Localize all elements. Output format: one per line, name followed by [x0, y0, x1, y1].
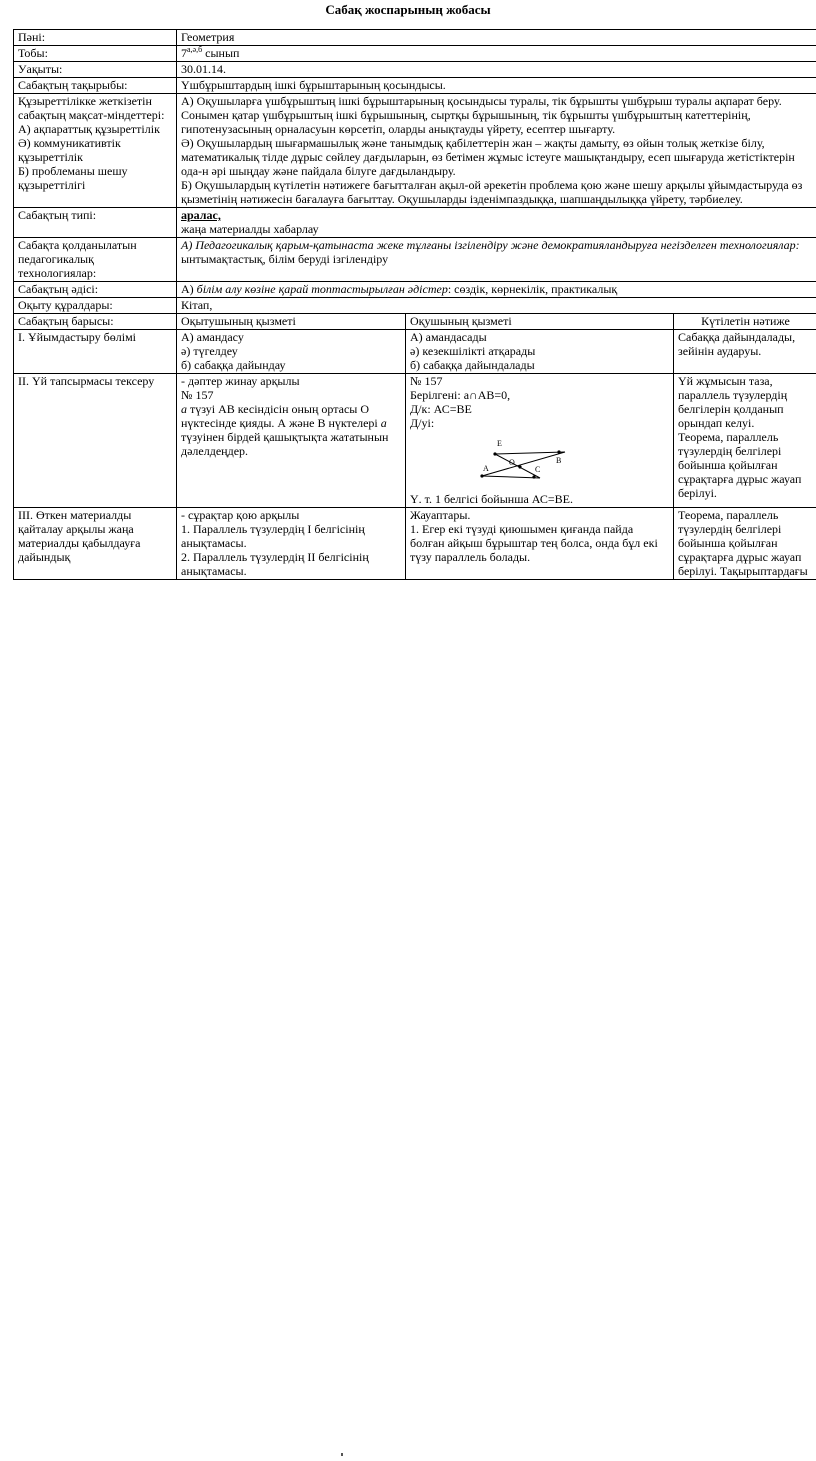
- course-header-result: Күтілетін нәтиже: [674, 314, 816, 330]
- row-grade: [14, 46, 816, 62]
- row-course-header: [14, 314, 816, 330]
- goals-label: [14, 94, 177, 208]
- date-label: Уақыты:: [14, 62, 177, 78]
- line-AC: [482, 476, 540, 478]
- goals-label-b: Б) проблеманы шешу құзыреттілігі: [18, 164, 128, 192]
- course-header-stage: Сабақтың барысы:: [14, 314, 177, 330]
- type-main: аралас,: [181, 208, 221, 222]
- type-label: Сабақтың типі:: [14, 208, 177, 238]
- page-marker: [341, 1453, 343, 1456]
- point-O: [518, 465, 521, 468]
- stage-3-student: [406, 508, 674, 580]
- subject-value: Геометрия: [177, 30, 816, 46]
- row-tools: [14, 298, 816, 314]
- stage-3-teacher: [177, 508, 406, 580]
- stage-2-task: [181, 402, 402, 458]
- stage-1-student-line: б) сабаққа дайындалады: [410, 358, 535, 372]
- stage-2-student-note: Ү. т. 1 белгісі бойынша АС=ВЕ.: [410, 492, 573, 506]
- type-value: [177, 208, 816, 238]
- stage-3-result: Теорема, параллель түзулердің белгілері бойынша қойылған сұрақтарға дұрыс жауап берілуі. Тақырыптардағы: [674, 508, 816, 580]
- stage-2-result-line: Үй жұмысын таза, параллель түзулердің белгілерін қолданып орындап келуі.: [678, 374, 788, 430]
- stage-1-teacher: [177, 330, 406, 374]
- grade-letters: а,ә,б: [187, 45, 203, 54]
- date-value: 30.01.14.: [177, 62, 816, 78]
- method-italic: білім алу көзіне қарай топтастырылған әдістер: [196, 282, 448, 296]
- stage-2-teacher-line: № 157: [181, 388, 214, 402]
- stage-1-teacher-line: ә) түгелдеу: [181, 344, 238, 358]
- goals-label-title: Құзыреттілікке жеткізетін сабақтың мақсат-міндеттері:: [18, 94, 165, 122]
- task-line-a: а: [181, 402, 187, 416]
- grade-number: 7: [181, 46, 187, 60]
- tech-rest: ынтымақтастық, білім беруді ізгілендіру: [181, 252, 389, 266]
- point-B: [557, 450, 560, 453]
- stage-1-student: [406, 330, 674, 374]
- stage-3-teacher-line: 2. Параллель түзулердің ІІ белгісінің анықтамасы.: [181, 550, 369, 578]
- label-C: С: [535, 465, 541, 474]
- stage-1-result: Сабаққа дайындалады, зейінін аударуы.: [674, 330, 816, 374]
- goals-label-a: А) ақпараттық құзыреттілік: [18, 122, 160, 136]
- row-stage-2: [14, 374, 816, 508]
- goal-ae: Ә) Оқушылардың шығармашылық және танымдық қабілеттерін жан – жақты дамыту, өз ойын толық жеткізе білу, математикалық тілде дұрыс сөйлеу дағдыларын, өз бетімен жұмыс істеуге машықтандыру, есеп шығаруда жетістіктерін ода-н әрі шыңдау және пайдала білуге дағдыландыру.: [181, 136, 795, 178]
- tech-label: Сабақта қолданылатын педагогикалық технологиялар:: [14, 238, 177, 282]
- method-rest: : сөздік, көрнекілік, практикалық: [447, 282, 618, 296]
- stage-1-student-line: ә) кезекшілікті атқарады: [410, 344, 536, 358]
- course-header-teacher: Оқытушының қызметі: [177, 314, 406, 330]
- topic-value: Үшбұрыштардың ішкі бұрыштарының қосындысы.: [177, 78, 816, 94]
- grade-label: Тобы:: [14, 46, 177, 62]
- stage-2-student: [406, 374, 674, 508]
- stage-2-result: [674, 374, 816, 508]
- lesson-plan-table: [13, 29, 816, 580]
- stage-2-result-line: Теорема, параллель түзулердің белгілері бойынша қойылған сұрақтарға дұрыс жауап берілуі.: [678, 430, 802, 500]
- line-a: [495, 454, 540, 478]
- grade-suffix: сынып: [202, 46, 240, 60]
- line-EB: [495, 452, 565, 454]
- task-mid: түзуі АВ кесіндісін оның ортасы О нүктесінде қияды. А және В нүктелері: [181, 402, 381, 430]
- course-header-student: Оқушының қызметі: [406, 314, 674, 330]
- method-value: [177, 282, 816, 298]
- stage-1-title: І. Ұйымдастыру бөлімі: [14, 330, 177, 374]
- type-rest: жаңа материалды хабарлау: [181, 222, 319, 236]
- tech-italic: А) Педагогикалық қарым-қатынаста жеке тұлғаны ізгілендіру және демократияландыруға негізделген технологиялар:: [181, 238, 800, 252]
- tools-label: Оқыту құралдары:: [14, 298, 177, 314]
- stage-2-teacher: [177, 374, 406, 508]
- segment-AB: [482, 452, 565, 476]
- stage-2-student-line: Берілгені: а∩АВ=0,: [410, 388, 511, 402]
- geometry-figure: [410, 430, 580, 492]
- stage-3-student-line: Жауаптары.: [410, 508, 471, 522]
- row-stage-3: [14, 508, 816, 580]
- point-E: [493, 452, 496, 455]
- goals-text: [177, 94, 816, 208]
- stage-3-teacher-line: - сұрақтар қою арқылы: [181, 508, 300, 522]
- row-date: [14, 62, 816, 78]
- task-end: түзуінен бірдей қашықтықта жататынын дәлелдеңдер.: [181, 430, 389, 458]
- row-method: [14, 282, 816, 298]
- stage-3-teacher-line: 1. Параллель түзулердің І белгісінің анықтамасы.: [181, 522, 365, 550]
- label-O: О: [509, 458, 515, 467]
- point-C: [532, 475, 535, 478]
- goals-label-ae: Ә) коммуникативтік құзыреттілік: [18, 136, 121, 164]
- stage-1-teacher-line: б) сабаққа дайындау: [181, 358, 286, 372]
- row-tech: [14, 238, 816, 282]
- stage-2-student-line: Д/уі:: [410, 416, 435, 430]
- method-prefix: А): [181, 282, 197, 296]
- topic-label: Сабақтың тақырыбы:: [14, 78, 177, 94]
- stage-3-title: ІІІ. Өткен материалды қайталау арқылы жаңа материалды қабылдауға дайындық: [14, 508, 177, 580]
- goal-a: А) Оқушыларға үшбұрыштың ішкі бұрыштарының қосындысы туралы, тік бұрышты үшбұрыш туралы ақпарат беру. Сонымен қатар үшбұрыштың ішкі бұрышының, сыртқы бұрышының, тік бұрышты үшбұрыштың катеттерінің, гипотенузасының орналасуын көрсетіп, оларды анықтауды үйрету, есептер шығарту.: [181, 94, 782, 136]
- task-line-a: а: [380, 416, 387, 430]
- stage-2-student-line: № 157: [410, 374, 443, 388]
- tech-value: [177, 238, 816, 282]
- stage-2-teacher-line: - дәптер жинау арқылы: [181, 374, 300, 388]
- method-label: Сабақтың әдісі:: [14, 282, 177, 298]
- stage-3-student-line: 1. Егер екі түзуді қиюшымен қиғанда пайда болған айқыш бұрыштар тең болса, онда бұл екі түзу параллель болады.: [410, 522, 658, 564]
- label-B: В: [556, 456, 562, 465]
- row-stage-1: [14, 330, 816, 374]
- grade-value: [177, 46, 816, 62]
- stage-1-student-line: А) амандасады: [410, 330, 487, 344]
- row-type: [14, 208, 816, 238]
- stage-2-student-line: Д/к: АС=ВЕ: [410, 402, 472, 416]
- label-A: А: [483, 464, 489, 473]
- subject-label: Пәні:: [14, 30, 177, 46]
- stage-2-title: ІІ. Үй тапсырмасы тексеру: [14, 374, 177, 508]
- row-subject: [14, 30, 816, 46]
- stage-1-teacher-line: А) амандасу: [181, 330, 244, 344]
- point-A: [480, 474, 483, 477]
- tools-value: Кітап,: [177, 298, 816, 314]
- page-title: Сабақ жоспарының жобасы: [325, 2, 491, 17]
- label-E: Е: [497, 439, 502, 448]
- row-topic: [14, 78, 816, 94]
- row-goals: [14, 94, 816, 208]
- goal-b: Б) Оқушылардың күтілетін нәтижеге бағытталған ақыл-ой әрекетін проблема қою және шешу арқылы ұйымдастыруда өз қызметінің нәтижесін бағалауға бағыттау. Оқушыларды ізденімпаздыққа, шапшаңдылыққа үйрету, тәрбиелеу.: [181, 178, 803, 206]
